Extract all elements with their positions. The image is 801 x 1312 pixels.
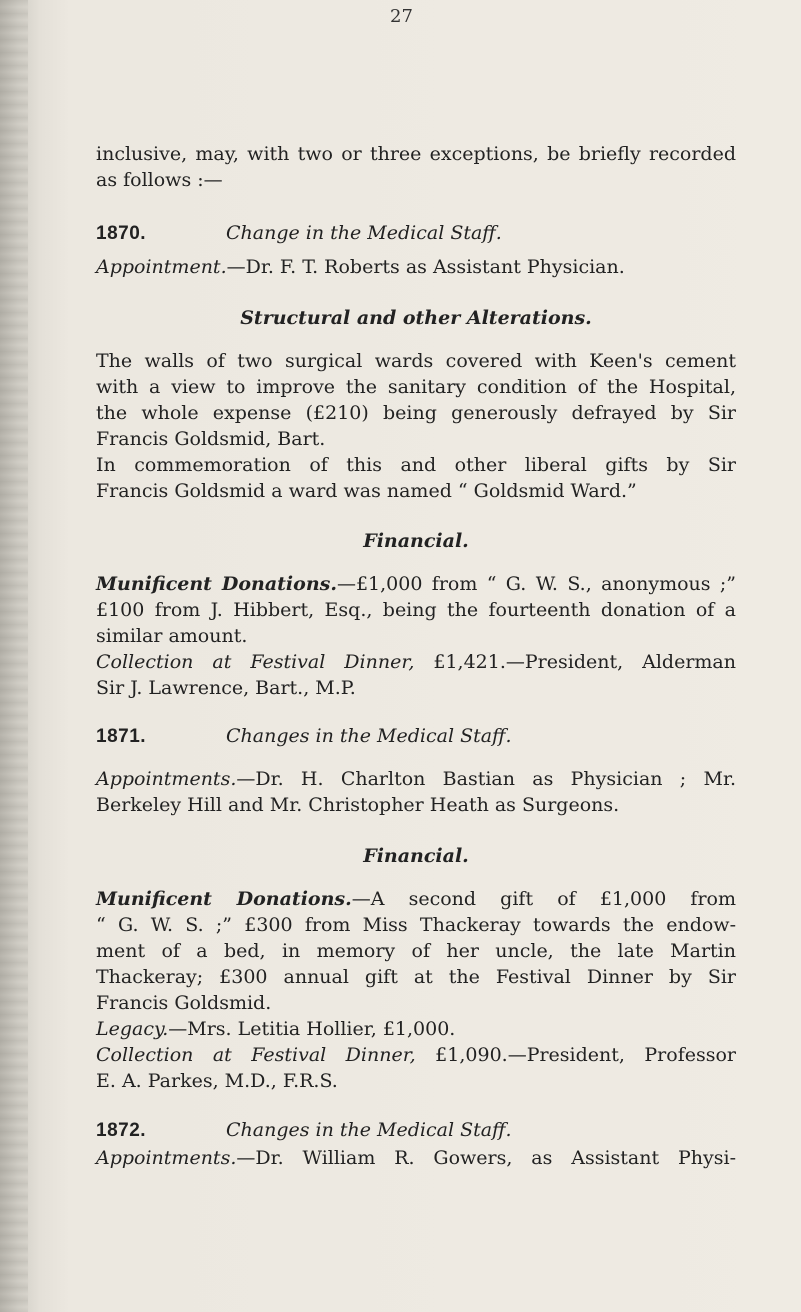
financial-heading-1871: Financial.: [363, 845, 469, 867]
year-1871: 1871.: [96, 726, 147, 747]
donations-1870: Munificent Donations.—£1,000 from “ G. W. S., anonymous ;” £100 from J. Hibbert, Esq., being the fourteenth donation of a similar amount.: [96, 573, 737, 647]
year-1872: 1872.: [96, 1120, 147, 1141]
section-1870-heading: [96, 220, 736, 247]
collection-1870: Collection at Festival Dinner, £1,421.—President, Alderman Sir J. Lawrence, Bart., M.P.: [96, 651, 736, 699]
appointments-1871: Appointments.—Dr. H. Charlton Bastian as Physician ; Mr. Berkeley Hill and Mr. Christopher Heath as Surgeons.: [96, 768, 736, 816]
collection-1871: Collection at Festival Dinner, £1,090.—President, Professor E. A. Parkes, M.D., F.R.S.: [96, 1044, 736, 1092]
heading-1872: Changes in the Medical Staff.: [226, 1119, 512, 1141]
commemoration-paragraph: In commemoration of this and other liberal gifts by Sir Francis Goldsmid a ward was named “ Goldsmid Ward.”: [96, 454, 736, 502]
structural-heading: Structural and other Alterations.: [240, 307, 592, 329]
donations-1871: Munificent Donations.—A second gift of £1,000 from “ G. W. S. ;” £300 from Miss Thackeray towards the endow- ment of a bed, in memory of her uncle, the late Martin Thackeray; £300 annual gift at the Festival Dinner by Sir Francis Goldsmid.: [96, 888, 736, 1014]
section-1871-heading: [96, 723, 736, 750]
legacy-1871: Legacy.—Mrs. Letitia Hollier, £1,000.: [96, 1018, 456, 1040]
year-1870: 1870.: [96, 223, 147, 244]
heading-1870: Change in the Medical Staff.: [226, 222, 502, 244]
financial-heading-1870: Financial.: [363, 530, 469, 552]
page-binding-edge: [0, 0, 28, 1312]
appointment-1870: Appointment.—Dr. F. T. Roberts as Assistant Physician.: [96, 256, 625, 278]
heading-1871: Changes in the Medical Staff.: [226, 725, 512, 747]
intro-paragraph: inclusive, may, with two or three exceptions, be briefly recorded as follows :—: [96, 143, 736, 191]
page-number: 27: [390, 6, 413, 27]
section-1872-heading: [96, 1117, 736, 1144]
appointments-1872: Appointments.—Dr. William R. Gowers, as Assistant Physi-: [96, 1147, 736, 1169]
walls-paragraph: The walls of two surgical wards covered with Keen's cement with a view to improve the sanitary condition of the Hospital, the whole expense (£210) being generously defrayed by Sir Francis Goldsmid, Bart.: [96, 350, 736, 450]
